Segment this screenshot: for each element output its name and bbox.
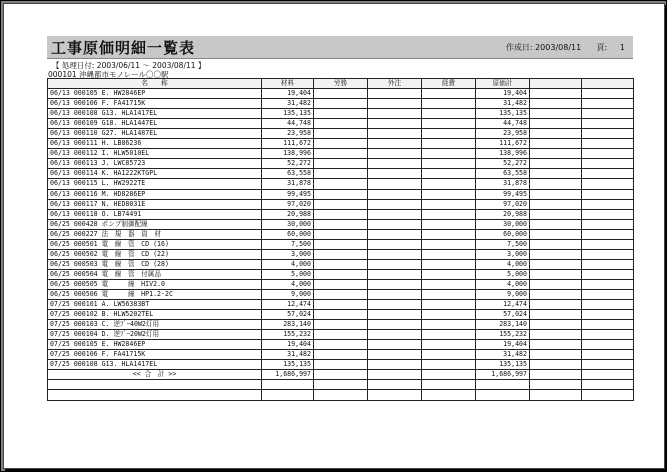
row-labor: [314, 269, 368, 279]
row-item: 07/25 000102 B. HLW5202TEL: [48, 310, 262, 320]
row-cost-total: 57,024: [476, 310, 530, 320]
row-labor: [314, 159, 368, 169]
row-blank-1: [530, 219, 582, 229]
row-labor: [314, 320, 368, 330]
row-expense: [422, 129, 476, 139]
row-cost-total: 135,135: [476, 360, 530, 370]
row-blank-2: [582, 159, 634, 169]
row-blank-1: [530, 279, 582, 289]
row-blank-2: [582, 330, 634, 340]
table-row: [48, 159, 634, 169]
row-labor: [314, 249, 368, 259]
row-cost-total: 99,495: [476, 189, 530, 199]
row-outsource: [368, 279, 422, 289]
row-expense: [422, 360, 476, 370]
row-blank-2: [582, 219, 634, 229]
row-item: 06/13 000112 I. HLW5010EL: [48, 149, 262, 159]
row-cost-total: 30,000: [476, 219, 530, 229]
table-row: [48, 119, 634, 129]
blank-cell: [314, 390, 368, 400]
table-row: [48, 139, 634, 149]
report-title: 工事原価明細一覧表: [51, 39, 196, 57]
row-blank-1: [530, 350, 582, 360]
table-row: [48, 300, 634, 310]
table-row: [48, 89, 634, 99]
row-expense: [422, 169, 476, 179]
row-material: 283,140: [262, 320, 314, 330]
row-cost-total: 97,020: [476, 199, 530, 209]
row-expense: [422, 109, 476, 119]
row-labor: [314, 300, 368, 310]
row-expense: [422, 330, 476, 340]
blank-cell: [582, 380, 634, 390]
row-blank-1: [530, 310, 582, 320]
row-labor: [314, 259, 368, 269]
row-blank-2: [582, 340, 634, 350]
row-blank-1: [530, 320, 582, 330]
row-material: 23,958: [262, 129, 314, 139]
row-material: 31,482: [262, 350, 314, 360]
table-row: [48, 279, 634, 289]
row-material: 44,748: [262, 119, 314, 129]
row-outsource: [368, 340, 422, 350]
table-row: [48, 360, 634, 370]
row-outsource: [368, 139, 422, 149]
row-outsource: [368, 330, 422, 340]
row-material: 31,482: [262, 99, 314, 109]
row-cost-total: 19,404: [476, 89, 530, 99]
row-outsource: [368, 209, 422, 219]
row-blank-2: [582, 129, 634, 139]
col-header-name: 名 称: [48, 79, 262, 89]
row-labor: [314, 89, 368, 99]
row-expense: [422, 179, 476, 189]
row-expense: [422, 199, 476, 209]
row-blank-2: [582, 300, 634, 310]
row-labor: [314, 279, 368, 289]
row-item: 06/13 000117 N. HED8031E: [48, 199, 262, 209]
row-cost-total: 31,482: [476, 99, 530, 109]
row-material: 4,000: [262, 279, 314, 289]
col-header-blank-2: [582, 79, 634, 89]
table-row: [48, 99, 634, 109]
row-blank-2: [582, 289, 634, 299]
row-material: 9,000: [262, 289, 314, 299]
row-outsource: [368, 169, 422, 179]
period-range: 【 処理日付: 2003/06/11 ～ 2003/08/11 】: [52, 61, 206, 70]
row-cost-total: 283,140: [476, 320, 530, 330]
row-blank-1: [530, 330, 582, 340]
blank-cell: [422, 380, 476, 390]
row-outsource: [368, 129, 422, 139]
row-material: 31,878: [262, 179, 314, 189]
row-labor: [314, 340, 368, 350]
row-material: 60,000: [262, 229, 314, 239]
total-blank-2: [582, 370, 634, 380]
row-material: 138,996: [262, 149, 314, 159]
row-blank-2: [582, 89, 634, 99]
row-cost-total: 4,000: [476, 279, 530, 289]
row-outsource: [368, 99, 422, 109]
row-blank-1: [530, 300, 582, 310]
row-expense: [422, 209, 476, 219]
row-labor: [314, 239, 368, 249]
row-labor: [314, 169, 368, 179]
row-blank-1: [530, 129, 582, 139]
total-label: << 合 計 >>: [48, 370, 262, 380]
table-row: [48, 109, 634, 119]
row-outsource: [368, 189, 422, 199]
row-blank-1: [530, 159, 582, 169]
row-cost-total: 135,135: [476, 109, 530, 119]
blank-row: [48, 390, 634, 400]
row-blank-1: [530, 109, 582, 119]
row-expense: [422, 99, 476, 109]
row-cost-total: 7,500: [476, 239, 530, 249]
row-outsource: [368, 149, 422, 159]
row-item: 06/13 000115 L. HW2922TE: [48, 179, 262, 189]
row-item: 06/25 000504 電 線 管 付属品: [48, 269, 262, 279]
row-expense: [422, 119, 476, 129]
row-item: 07/25 000108 G13. HLA1417EL: [48, 360, 262, 370]
row-material: 19,404: [262, 340, 314, 350]
row-labor: [314, 289, 368, 299]
row-labor: [314, 330, 368, 340]
row-labor: [314, 129, 368, 139]
row-cost-total: 20,988: [476, 209, 530, 219]
row-material: 19,404: [262, 89, 314, 99]
total-material: 1,686,997: [262, 370, 314, 380]
row-labor: [314, 119, 368, 129]
row-outsource: [368, 119, 422, 129]
row-outsource: [368, 269, 422, 279]
row-expense: [422, 279, 476, 289]
blank-cell: [530, 390, 582, 400]
row-outsource: [368, 179, 422, 189]
row-cost-total: 9,000: [476, 289, 530, 299]
col-header-cost-total: 原価計: [476, 79, 530, 89]
row-expense: [422, 219, 476, 229]
blank-cell: [530, 380, 582, 390]
table-row: [48, 199, 634, 209]
row-material: 30,000: [262, 219, 314, 229]
page-number: 1: [619, 43, 625, 52]
row-outsource: [368, 199, 422, 209]
row-cost-total: 4,000: [476, 259, 530, 269]
col-header-outsource: 外注: [368, 79, 422, 89]
row-cost-total: 138,996: [476, 149, 530, 159]
row-outsource: [368, 320, 422, 330]
row-cost-total: 5,000: [476, 269, 530, 279]
row-item: 06/13 000109 G18. HLA1447EL: [48, 119, 262, 129]
row-labor: [314, 109, 368, 119]
row-item: 06/13 000110 G27. HLA1487EL: [48, 129, 262, 139]
row-expense: [422, 289, 476, 299]
row-item: 07/25 000106 F. FA41715K: [48, 350, 262, 360]
blank-cell: [262, 380, 314, 390]
row-outsource: [368, 249, 422, 259]
table-row: [48, 289, 634, 299]
row-labor: [314, 189, 368, 199]
row-item: 07/25 000101 A. LW56383BT: [48, 300, 262, 310]
blank-cell: [262, 390, 314, 400]
created-info: [506, 42, 625, 53]
row-labor: [314, 199, 368, 209]
row-expense: [422, 340, 476, 350]
report-page: [3, 3, 665, 469]
row-expense: [422, 249, 476, 259]
table-row: [48, 340, 634, 350]
table-row: [48, 350, 634, 360]
row-outsource: [368, 89, 422, 99]
row-cost-total: 3,000: [476, 249, 530, 259]
row-cost-total: 44,748: [476, 119, 530, 129]
row-cost-total: 111,672: [476, 139, 530, 149]
row-expense: [422, 89, 476, 99]
row-cost-total: 12,474: [476, 300, 530, 310]
row-cost-total: 19,404: [476, 340, 530, 350]
row-outsource: [368, 229, 422, 239]
row-blank-1: [530, 340, 582, 350]
blank-cell: [422, 390, 476, 400]
table-row: [48, 149, 634, 159]
row-material: 5,000: [262, 269, 314, 279]
row-blank-2: [582, 350, 634, 360]
row-expense: [422, 269, 476, 279]
total-outsource: [368, 370, 422, 380]
row-blank-1: [530, 259, 582, 269]
row-labor: [314, 310, 368, 320]
row-blank-1: [530, 119, 582, 129]
total-cost: 1,686,997: [476, 370, 530, 380]
row-blank-1: [530, 179, 582, 189]
row-item: 06/25 000428 ポンプ制御配線: [48, 219, 262, 229]
row-labor: [314, 229, 368, 239]
row-blank-1: [530, 209, 582, 219]
row-item: 07/25 000103 C. 逆ﾌﾞｰ40W2灯用: [48, 320, 262, 330]
row-expense: [422, 310, 476, 320]
row-expense: [422, 259, 476, 269]
row-blank-2: [582, 229, 634, 239]
table-row: [48, 320, 634, 330]
col-header-expense: 経費: [422, 79, 476, 89]
blank-cell: [476, 390, 530, 400]
row-outsource: [368, 159, 422, 169]
row-item: 06/13 000114 K. HA1222KTGPL: [48, 169, 262, 179]
row-item: 06/13 000108 G13. HLA1417EL: [48, 109, 262, 119]
total-blank-1: [530, 370, 582, 380]
row-blank-2: [582, 320, 634, 330]
row-item: 06/13 000106 F. FA41715K: [48, 99, 262, 109]
row-material: 155,232: [262, 330, 314, 340]
table-row: [48, 310, 634, 320]
row-item: 06/13 000118 O. LB74491: [48, 209, 262, 219]
blank-cell: [48, 390, 262, 400]
row-blank-1: [530, 269, 582, 279]
row-blank-1: [530, 189, 582, 199]
row-blank-1: [530, 289, 582, 299]
row-outsource: [368, 310, 422, 320]
row-blank-1: [530, 360, 582, 370]
row-item: 06/13 000116 M. HD8286EP: [48, 189, 262, 199]
row-material: 135,135: [262, 360, 314, 370]
row-expense: [422, 149, 476, 159]
row-blank-1: [530, 229, 582, 239]
col-header-material: 材料: [262, 79, 314, 89]
row-material: 63,558: [262, 169, 314, 179]
row-material: 4,000: [262, 259, 314, 269]
row-outsource: [368, 239, 422, 249]
row-blank-2: [582, 249, 634, 259]
blank-row: [48, 380, 634, 390]
table-row: [48, 330, 634, 340]
row-blank-2: [582, 169, 634, 179]
row-item: 06/25 000505 電 線 HIV2.0: [48, 279, 262, 289]
table-row: [48, 189, 634, 199]
blank-cell: [314, 380, 368, 390]
row-item: 06/13 000111 H. LB86236: [48, 139, 262, 149]
table-row: [48, 209, 634, 219]
row-item: 07/25 000104 D. 逆ﾌﾞｰ20W2灯用: [48, 330, 262, 340]
page-label: 頁:: [596, 43, 608, 52]
row-expense: [422, 320, 476, 330]
row-blank-2: [582, 199, 634, 209]
row-material: 57,024: [262, 310, 314, 320]
row-blank-1: [530, 239, 582, 249]
row-cost-total: 155,232: [476, 330, 530, 340]
row-blank-1: [530, 149, 582, 159]
row-item: 06/25 000503 電 線 管 CD (28): [48, 259, 262, 269]
row-material: 111,672: [262, 139, 314, 149]
row-blank-2: [582, 259, 634, 269]
row-material: 20,988: [262, 209, 314, 219]
table-row: [48, 129, 634, 139]
table-row: [48, 249, 634, 259]
row-blank-2: [582, 239, 634, 249]
row-outsource: [368, 289, 422, 299]
table-row: [48, 219, 634, 229]
row-expense: [422, 239, 476, 249]
row-labor: [314, 139, 368, 149]
row-labor: [314, 99, 368, 109]
row-blank-2: [582, 119, 634, 129]
row-blank-2: [582, 269, 634, 279]
row-labor: [314, 350, 368, 360]
row-blank-2: [582, 99, 634, 109]
row-material: 97,020: [262, 199, 314, 209]
row-material: 12,474: [262, 300, 314, 310]
table-header-row: [48, 79, 634, 89]
row-item: 06/25 000501 電 線 管 CD (16): [48, 239, 262, 249]
blank-cell: [368, 380, 422, 390]
row-item: 07/25 000105 E. HW2846EP: [48, 340, 262, 350]
created-date: 作成日: 2003/08/11: [505, 43, 582, 52]
row-blank-1: [530, 169, 582, 179]
row-blank-2: [582, 279, 634, 289]
row-blank-2: [582, 209, 634, 219]
table-row: [48, 239, 634, 249]
row-blank-1: [530, 249, 582, 259]
table-row: [48, 259, 634, 269]
row-outsource: [368, 219, 422, 229]
row-item: 06/13 000105 E. HW2846EP: [48, 89, 262, 99]
row-expense: [422, 139, 476, 149]
col-header-labor: 労務: [314, 79, 368, 89]
title-bar: [47, 36, 633, 59]
site-name: 000101 沖縄都市モノレール〇〇駅: [48, 70, 169, 79]
row-cost-total: 31,878: [476, 179, 530, 189]
row-expense: [422, 300, 476, 310]
row-blank-1: [530, 99, 582, 109]
table-row: [48, 169, 634, 179]
row-outsource: [368, 259, 422, 269]
row-outsource: [368, 350, 422, 360]
row-blank-2: [582, 179, 634, 189]
row-blank-1: [530, 89, 582, 99]
row-labor: [314, 360, 368, 370]
row-blank-2: [582, 360, 634, 370]
row-cost-total: 60,000: [476, 229, 530, 239]
total-expense: [422, 370, 476, 380]
row-blank-2: [582, 189, 634, 199]
row-material: 52,272: [262, 159, 314, 169]
total-labor: [314, 370, 368, 380]
row-cost-total: 52,272: [476, 159, 530, 169]
row-material: 135,135: [262, 109, 314, 119]
row-labor: [314, 149, 368, 159]
row-blank-1: [530, 199, 582, 209]
row-outsource: [368, 360, 422, 370]
row-blank-1: [530, 139, 582, 149]
total-row: [48, 370, 634, 380]
row-blank-2: [582, 109, 634, 119]
row-outsource: [368, 300, 422, 310]
row-labor: [314, 219, 368, 229]
row-expense: [422, 189, 476, 199]
col-header-blank-1: [530, 79, 582, 89]
row-cost-total: 31,482: [476, 350, 530, 360]
row-material: 7,500: [262, 239, 314, 249]
table-row: [48, 179, 634, 189]
blank-cell: [368, 390, 422, 400]
row-item: 06/13 000113 J. LWC85723: [48, 159, 262, 169]
row-expense: [422, 229, 476, 239]
cost-table: [47, 78, 634, 401]
row-item: 06/25 000506 電 線 HP1.2-2C: [48, 289, 262, 299]
row-expense: [422, 159, 476, 169]
table-row: [48, 229, 634, 239]
table-body: [48, 89, 634, 400]
row-material: 3,000: [262, 249, 314, 259]
row-item: 06/25 000502 電 線 管 CD (22): [48, 249, 262, 259]
row-blank-2: [582, 139, 634, 149]
row-labor: [314, 179, 368, 189]
blank-cell: [48, 380, 262, 390]
row-cost-total: 23,958: [476, 129, 530, 139]
row-blank-2: [582, 310, 634, 320]
row-expense: [422, 350, 476, 360]
row-outsource: [368, 109, 422, 119]
row-cost-total: 63,558: [476, 169, 530, 179]
row-item: 06/25 000227 法 規 器 資 材: [48, 229, 262, 239]
row-material: 99,495: [262, 189, 314, 199]
blank-cell: [476, 380, 530, 390]
row-labor: [314, 209, 368, 219]
table-row: [48, 269, 634, 279]
row-blank-2: [582, 149, 634, 159]
blank-cell: [582, 390, 634, 400]
